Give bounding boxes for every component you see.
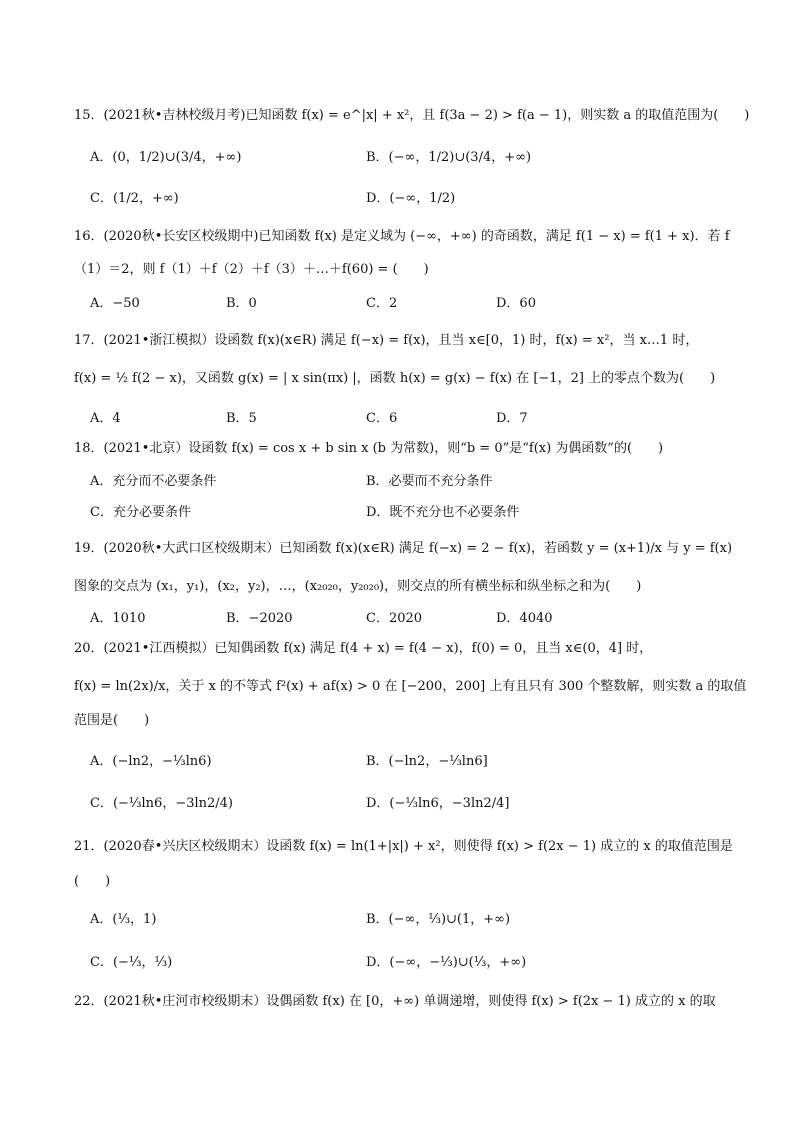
q17-stem-line1: 17．(2021•浙江模拟）设函数 f(x)(x∈R) 满足 f(−x) = f(x)，且当 x∈[0，1) 时，f(x) = x²，当 x…1 时，	[74, 333, 699, 348]
q20-option-b: B．(−ln2，−⅓ln6]	[366, 754, 488, 769]
q21-option-c: C．(−⅓，⅓)	[90, 955, 173, 970]
q19-option-a: A．1010	[90, 611, 146, 626]
q18-option-a: A．充分而不必要条件	[90, 474, 217, 489]
q19-option-c: C．2020	[366, 611, 423, 626]
q16-option-c: C．2	[366, 296, 398, 311]
q21-option-a: A．(⅓，1)	[90, 912, 157, 927]
q19-stem-line1: 19．(2020秋•大武口区校级期末）已知函数 f(x)(x∈R) 满足 f(−x) = 2 − f(x)，若函数 y = (x+1)/x 与 y = f(x)	[74, 541, 733, 556]
q16-option-b: B．0	[226, 296, 257, 311]
q20-stem-line3: 范围是( )	[74, 713, 150, 728]
q19-stem-line2: 图象的交点为 (x₁，y₁)，(x₂，y₂)，…，(x₂₀₂₀，y₂₀₂₀)，则交点的所有横坐标和纵坐标之和为( )	[74, 579, 642, 594]
q17-option-a: A．4	[90, 411, 121, 426]
q21-option-d: D．(−∞，−⅓)∪(⅓，+∞)	[366, 955, 527, 970]
q18-option-d: D．既不充分也不必要条件	[366, 505, 520, 520]
q20-stem-line1: 20．(2021•江西模拟）已知偶函数 f(x) 满足 f(4 + x) = f(4 − x)，f(0) = 0，且当 x∈(0，4] 时，	[74, 641, 653, 656]
q20-stem-line2: f(x) = ln(2x)/x，关于 x 的不等式 f²(x) + af(x) > 0 在 [−200，200] 上有且只有 300 个整数解，则实数 a 的取值	[74, 679, 747, 694]
q21-stem-line1: 21．(2020春•兴庆区校级期末）设函数 f(x) = ln(1+|x|) + x²，则使得 f(x) > f(2x − 1) 成立的 x 的取值范围是	[74, 839, 733, 854]
q15-stem: 15．(2021秋•吉林校级月考)已知函数 f(x) = e^|x| + x²，且 f(3a − 2) > f(a − 1)，则实数 a 的取值范围为( )	[74, 108, 750, 123]
q15-option-b: B．(−∞，1/2)∪(3/4，+∞)	[366, 150, 532, 165]
q20-option-d: D．(−⅓ln6，−3ln2/4]	[366, 796, 510, 811]
q21-option-b: B．(−∞，⅓)∪(1，+∞)	[366, 912, 511, 927]
q15-option-a: A．(0，1/2)∪(3/4，+∞)	[90, 150, 242, 165]
q16-stem-line1: 16．(2020秋•长安区校级期中)已知函数 f(x) 是定义域为 (−∞，+∞) 的奇函数，满足 f(1 − x) = f(1 + x)．若 f	[74, 229, 730, 244]
q17-option-b: B．5	[226, 411, 257, 426]
q16-option-a: A．−50	[90, 296, 140, 311]
q19-option-d: D．4040	[496, 611, 553, 626]
q21-stem-line2: ( )	[74, 874, 111, 889]
q17-option-d: D．7	[496, 411, 528, 426]
q17-stem-line2: f(x) = ½ f(2 − x)，又函数 g(x) = | x sin(πx) |，函数 h(x) = g(x) − f(x) 在 [−1，2] 上的零点个数为( )	[74, 371, 716, 386]
q19-option-b: B．−2020	[226, 611, 293, 626]
q22-stem-line1: 22．(2021秋•庄河市校级期末）设偶函数 f(x) 在 [0，+∞) 单调递增，则使得 f(x) > f(2x − 1) 成立的 x 的取	[74, 994, 716, 1009]
q20-option-a: A．(−ln2，−⅓ln6)	[90, 754, 212, 769]
q15-option-d: D．(−∞，1/2)	[366, 191, 456, 206]
q20-option-c: C．(−⅓ln6，−3ln2/4)	[90, 796, 234, 811]
q18-stem: 18．(2021•北京）设函数 f(x) = cos x + b sin x (b 为常数)，则“b = 0”是“f(x) 为偶函数”的( )	[74, 441, 664, 456]
q16-option-d: D．60	[496, 296, 536, 311]
q15-option-c: C．(1/2，+∞)	[90, 191, 179, 206]
q18-option-b: B．必要而不充分条件	[366, 474, 493, 489]
q17-option-c: C．6	[366, 411, 398, 426]
q16-stem-line2: （1）＝2，则 f（1）＋f（2）＋f（3）＋…＋f(60) = ( )	[74, 262, 429, 277]
q18-option-c: C．充分必要条件	[90, 505, 191, 520]
